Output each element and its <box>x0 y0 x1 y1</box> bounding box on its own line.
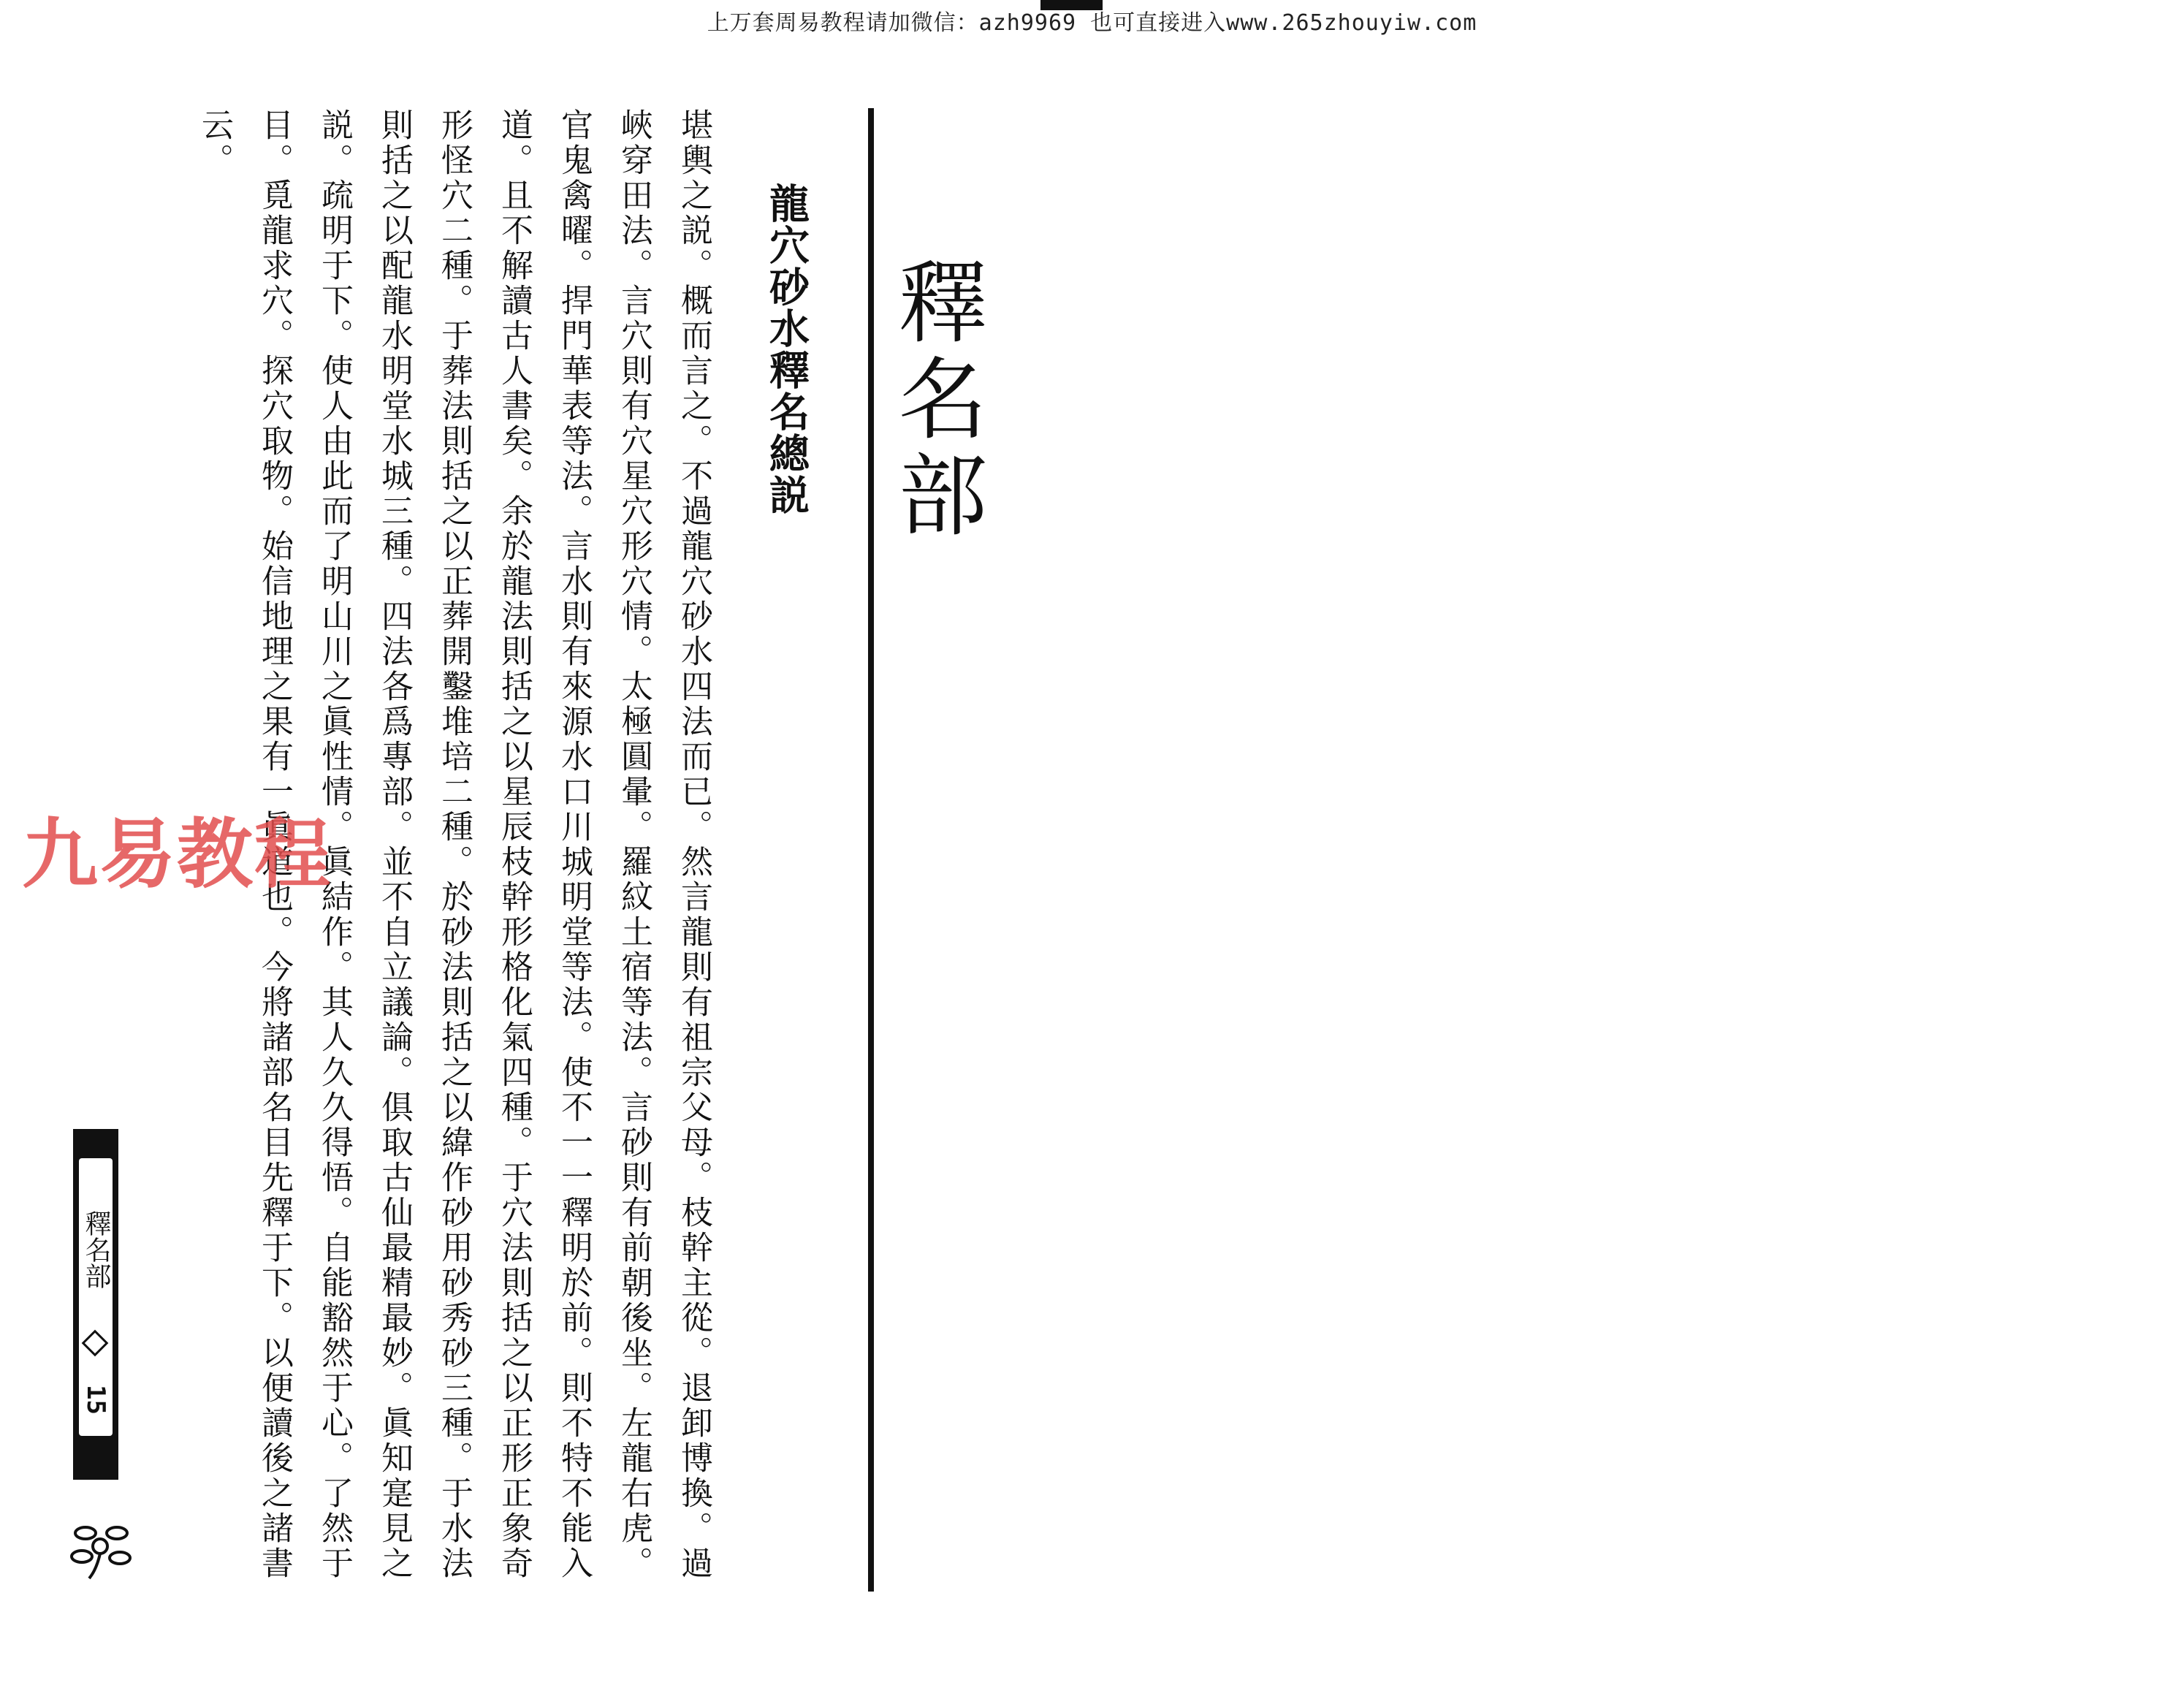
section-title: 釋名部 <box>883 256 987 545</box>
vertical-rule <box>868 108 874 1592</box>
article-body: 堪輿之説。概而言之。不過龍穴砂水四法而已。然言龍則有祖宗父母。枝幹主從。退卸博換。過峽穿田法。言穴則有穴星穴形穴情。太極圓暈。羅紋土宿等法。言砂則有前朝後坐。左龍右虎。官鬼禽曜。捍門華表等法。言水則有來源水口川城明堂等法。使不一一釋明於前。則不特不能入道。且不解讀古人書矣。余於龍法則括之以星辰枝幹形格化氣四種。于穴法則括之以正形正象奇形怪穴二種。于葬法則括之以正葬開鑿堆培二種。於砂法則括之以緯作砂用砂秀砂三種。于水法則括之以配龍水明堂水城三種。四法各爲專部。並不自立議論。俱取古仙最精最妙。眞知寔見之説。疏明于下。使人由此而了明山川之眞性情。眞結作。其人久久得悟。自能豁然于心。了然于目。覓龍求穴。探穴取物。始信地理之果有一眞道也。今將諸部名目先釋于下。以便讀後之諸書云。 <box>196 108 712 1581</box>
watermark: 九易教程 <box>22 810 332 899</box>
diamond-icon <box>82 1330 109 1357</box>
page-number: 15 <box>81 1384 110 1415</box>
page-tab-label: 釋名部 <box>81 1210 111 1289</box>
page-tab-panel <box>79 1158 113 1436</box>
promo-banner: 上万套周易教程请加微信：azh9969 也可直接进入www.265zhouyiw.com <box>707 10 1477 36</box>
flower-ornament-icon <box>60 1511 140 1584</box>
page-tab <box>73 1129 118 1480</box>
article-title: 龍穴砂水釋名總説 <box>763 183 810 516</box>
